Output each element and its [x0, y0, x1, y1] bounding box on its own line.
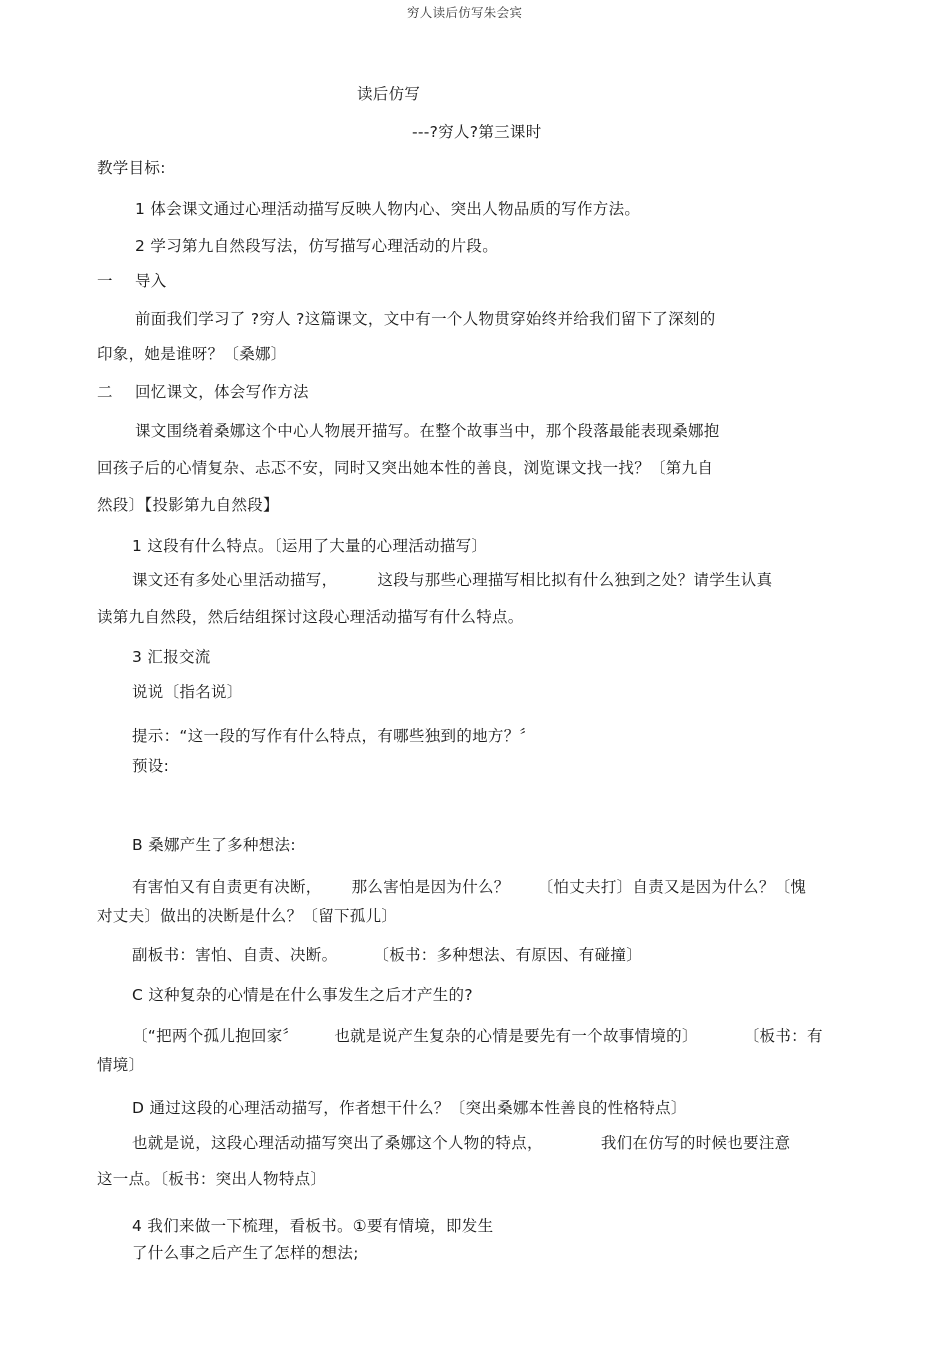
section-2-number: 二: [97, 383, 113, 401]
board-text: 〔板书：多种想法、有原因、有碰撞〕: [373, 946, 643, 964]
paragraph-line: 对丈夫〕做出的决断是什么？〔留下孤儿〕: [97, 907, 398, 925]
running-header: 穷人读后仿写朱会宾: [407, 5, 523, 20]
goal-1: 1 体会课文通过心理活动描写反映人物内心、突出人物品质的写作方法。: [135, 200, 641, 218]
paragraph-segment: 〔怕丈夫打〕自责又是因为什么？〔愧: [537, 878, 807, 896]
paragraph-segment: 也就是说产生复杂的心情是要先有一个故事情境的〕: [334, 1027, 698, 1045]
preset-label: 预设:: [132, 757, 170, 775]
goal-2: 2 学习第九自然段写法，仿写描写心理活动的片段。: [135, 237, 498, 255]
hint-line: 提示：“这一段的写作有什么特点，有哪些独到的地方？〞: [132, 727, 536, 745]
question-1: 1 这段有什么特点。〔运用了大量的心理活动描写〕: [132, 537, 488, 555]
point-b: B 桑娜产生了多种想法:: [132, 836, 296, 854]
document-title: 读后仿写: [357, 85, 421, 103]
paragraph-segment: 也就是说，这段心理活动描写突出了桑娜这个人物的特点，: [132, 1134, 543, 1152]
paragraph-line: 了什么事之后产生了怎样的想法;: [132, 1244, 359, 1262]
paragraph-line: 回孩子后的心情复杂、忐忑不安，同时又突出她本性的善良，浏览课文找一找？〔第九自: [97, 459, 714, 477]
paragraph-line: 课文围绕着桑娜这个中心人物展开描写。在整个故事当中，那个段落最能表现桑娜抱: [135, 422, 720, 440]
side-board-text: 副板书：害怕、自责、决断。: [132, 946, 338, 964]
board-line: [132, 945, 642, 965]
paragraph-line: 情境〕: [97, 1056, 145, 1074]
section-1-title: 导入: [135, 272, 167, 290]
question-4: 4 我们来做一下梳理，看板书。①要有情境，即发生: [132, 1217, 494, 1235]
paragraph-line: 前面我们学习了 ?穷人 ?这篇课文，文中有一个人物贯穿始终并给我们留下了深刻的: [135, 310, 716, 328]
paragraph-line: 读第九自然段，然后结组探讨这段心理活动描写有什么特点。: [97, 608, 524, 626]
document-subtitle: ---?穷人?第三课时: [412, 123, 542, 141]
paragraph-segment: 这段与那些心理描写相比拟有什么独到之处？请学生认真: [377, 571, 773, 589]
board-text: 〔板书：有: [743, 1027, 823, 1045]
paragraph-segment: 那么害怕是因为什么？: [351, 878, 510, 896]
paragraph-line: 印象，她是谁呀？〔桑娜〕: [97, 345, 287, 363]
section-1-number: 一: [97, 272, 113, 290]
paragraph-segment: 有害怕又有自责更有决断，: [132, 878, 322, 896]
paragraph-line: [132, 1133, 790, 1153]
paragraph-line: [132, 877, 806, 897]
goals-label: 教学目标:: [97, 159, 166, 177]
section-2-title: 回忆课文，体会写作方法: [135, 383, 309, 401]
point-d: D 通过这段的心理活动描写，作者想干什么？〔突出桑娜本性善良的性格特点〕: [132, 1099, 687, 1117]
paragraph-line: 然段〕【投影第九自然段】: [97, 496, 279, 514]
paragraph-line: [132, 570, 772, 590]
question-3: 3 汇报交流: [132, 648, 211, 666]
paragraph-segment: 我们在仿写的时候也要注意: [600, 1134, 791, 1152]
point-c: C 这种复杂的心情是在什么事发生之后才产生的?: [132, 986, 473, 1004]
paragraph-segment: 〔“把两个孤儿抱回家〞: [132, 1027, 299, 1045]
say-prompt: 说说〔指名说〕: [132, 683, 243, 701]
paragraph-segment: 课文还有多处心里活动描写，: [132, 571, 338, 589]
paragraph-line: [132, 1026, 823, 1046]
paragraph-line: 这一点。〔板书：突出人物特点〕: [97, 1170, 327, 1188]
